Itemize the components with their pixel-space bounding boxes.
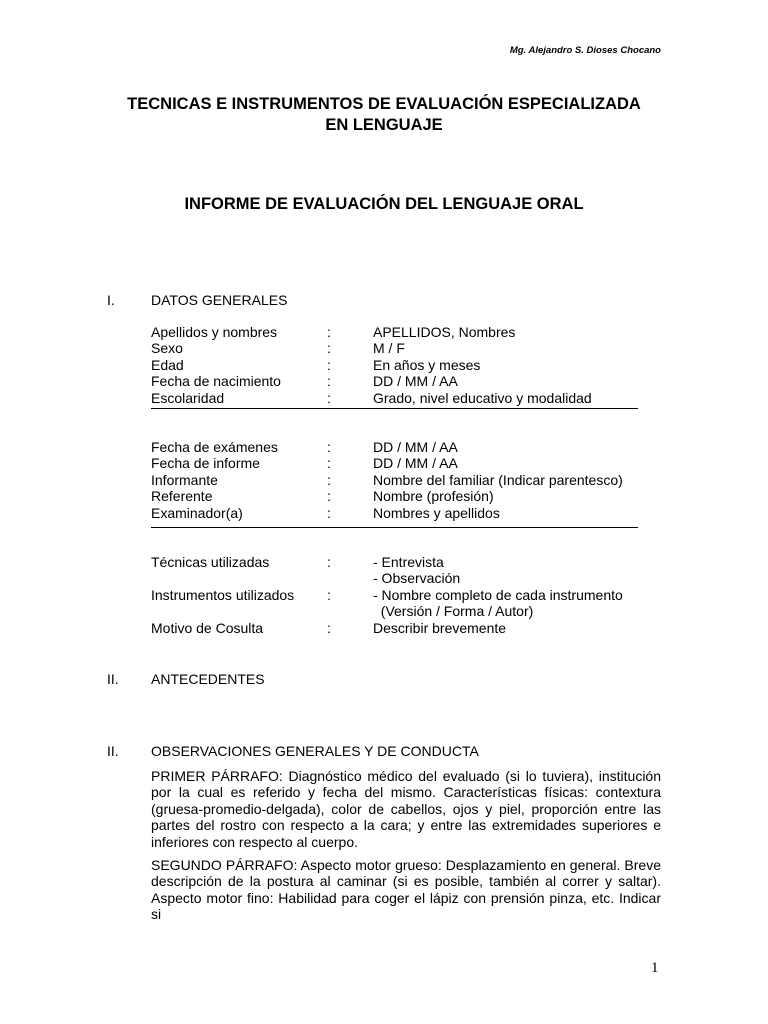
field-separator: : [327,504,331,521]
field-value: APELLIDOS, Nombres [373,324,516,340]
divider-line [151,408,638,409]
field-label: Edad [151,356,184,373]
field-label: Examinador(a) [151,504,243,521]
field-value: - Entrevista [373,554,444,570]
field-separator: : [327,554,331,570]
field-row [151,472,638,488]
section-3-title: OBSERVACIONES GENERALES Y DE CONDUCTA [151,743,479,759]
field-separator: : [327,455,331,472]
field-row [151,455,638,471]
field-label: Sexo [151,340,183,357]
general-data-group-3 [151,554,638,636]
field-label: Motivo de Cosulta [151,619,264,636]
field-label: Fecha de informe [151,455,260,472]
field-label: Escolaridad [151,389,225,406]
field-row [151,603,638,619]
field-value: - Nombre completo de cada instrumento [373,586,623,603]
general-data-group-2 [151,439,638,521]
page-number: 1 [651,960,659,976]
field-value: En años y meses [373,356,481,373]
field-row [151,357,638,373]
field-label: Instrumentos utilizados [151,586,295,603]
section-2-number: II. [107,671,119,687]
field-separator: : [327,340,331,357]
field-label: Técnicas utilizadas [151,554,270,570]
field-row [151,505,638,521]
field-value: Describir brevemente [373,619,507,636]
field-value: Nombre del familiar (Indicar parentesco) [373,471,623,488]
field-row [151,570,638,586]
field-value: Nombres y apellidos [373,504,500,521]
field-value: DD / MM / AA [373,439,458,455]
field-separator: : [327,356,331,373]
section-1-number: I. [107,292,115,308]
field-value: Grado, nivel educativo y modalidad [373,389,592,406]
paragraph-second: SEGUNDO PÁRRAFO: Aspecto motor grueso: Desplazamiento en general. Breve descripción de la postura al caminar (si es posible, también al correr y saltar). Aspecto motor fino: Habilidad para coger el lápiz con prensión pinza, etc. Indicar si [151,857,661,923]
section-3-number: II. [107,743,119,759]
header-author: Mg. Alejandro S. Dioses Chocano [509,45,661,56]
divider-line [151,527,638,528]
field-row [151,324,638,340]
field-label: Referente [151,488,213,505]
field-label: Informante [151,471,218,488]
section-1-title: DATOS GENERALES [151,292,288,308]
field-row [151,340,638,356]
field-label: Fecha de exámenes [151,439,278,455]
general-data-group-1 [151,324,638,406]
field-separator: : [327,586,331,603]
document-title-line2: EN LENGUAJE [325,116,443,134]
field-value: DD / MM / AA [373,455,458,472]
document-subtitle: INFORME DE EVALUACIÓN DEL LENGUAJE ORAL [184,195,584,213]
field-row [151,488,638,504]
field-row [151,587,638,603]
field-separator: : [327,439,331,455]
document-title-line1: TECNICAS E INSTRUMENTOS DE EVALUACIÓN ESPECIALIZADA [127,95,641,113]
field-label: Apellidos y nombres [151,324,278,340]
field-separator: : [327,488,331,505]
field-separator: : [327,373,331,390]
field-separator: : [327,619,331,636]
field-separator: : [327,324,331,340]
field-row [151,620,638,636]
field-separator: : [327,471,331,488]
field-value: - Observación [373,570,461,587]
field-value: Nombre (profesión) [373,488,494,505]
field-row [151,554,638,570]
field-label: Fecha de nacimiento [151,373,281,390]
section-2-title: ANTECEDENTES [151,671,265,687]
field-row [151,439,638,455]
field-value: DD / MM / AA [373,373,458,390]
field-value: (Versión / Forma / Autor) [373,603,534,620]
field-row [151,390,638,406]
field-row [151,373,638,389]
paragraph-first: PRIMER PÁRRAFO: Diagnóstico médico del evaluado (si lo tuviera), institución por la cual es referido y fecha del mismo. Características físicas: contextura (gruesa-promedio-delgada), color de cabellos, ojos y piel, proporción entre las partes del rostro con respecto a la cara; y entre las extremidades superiores e inferiores con respecto al cuerpo. [151,768,661,850]
field-value: M / F [373,340,405,357]
field-separator: : [327,389,331,406]
